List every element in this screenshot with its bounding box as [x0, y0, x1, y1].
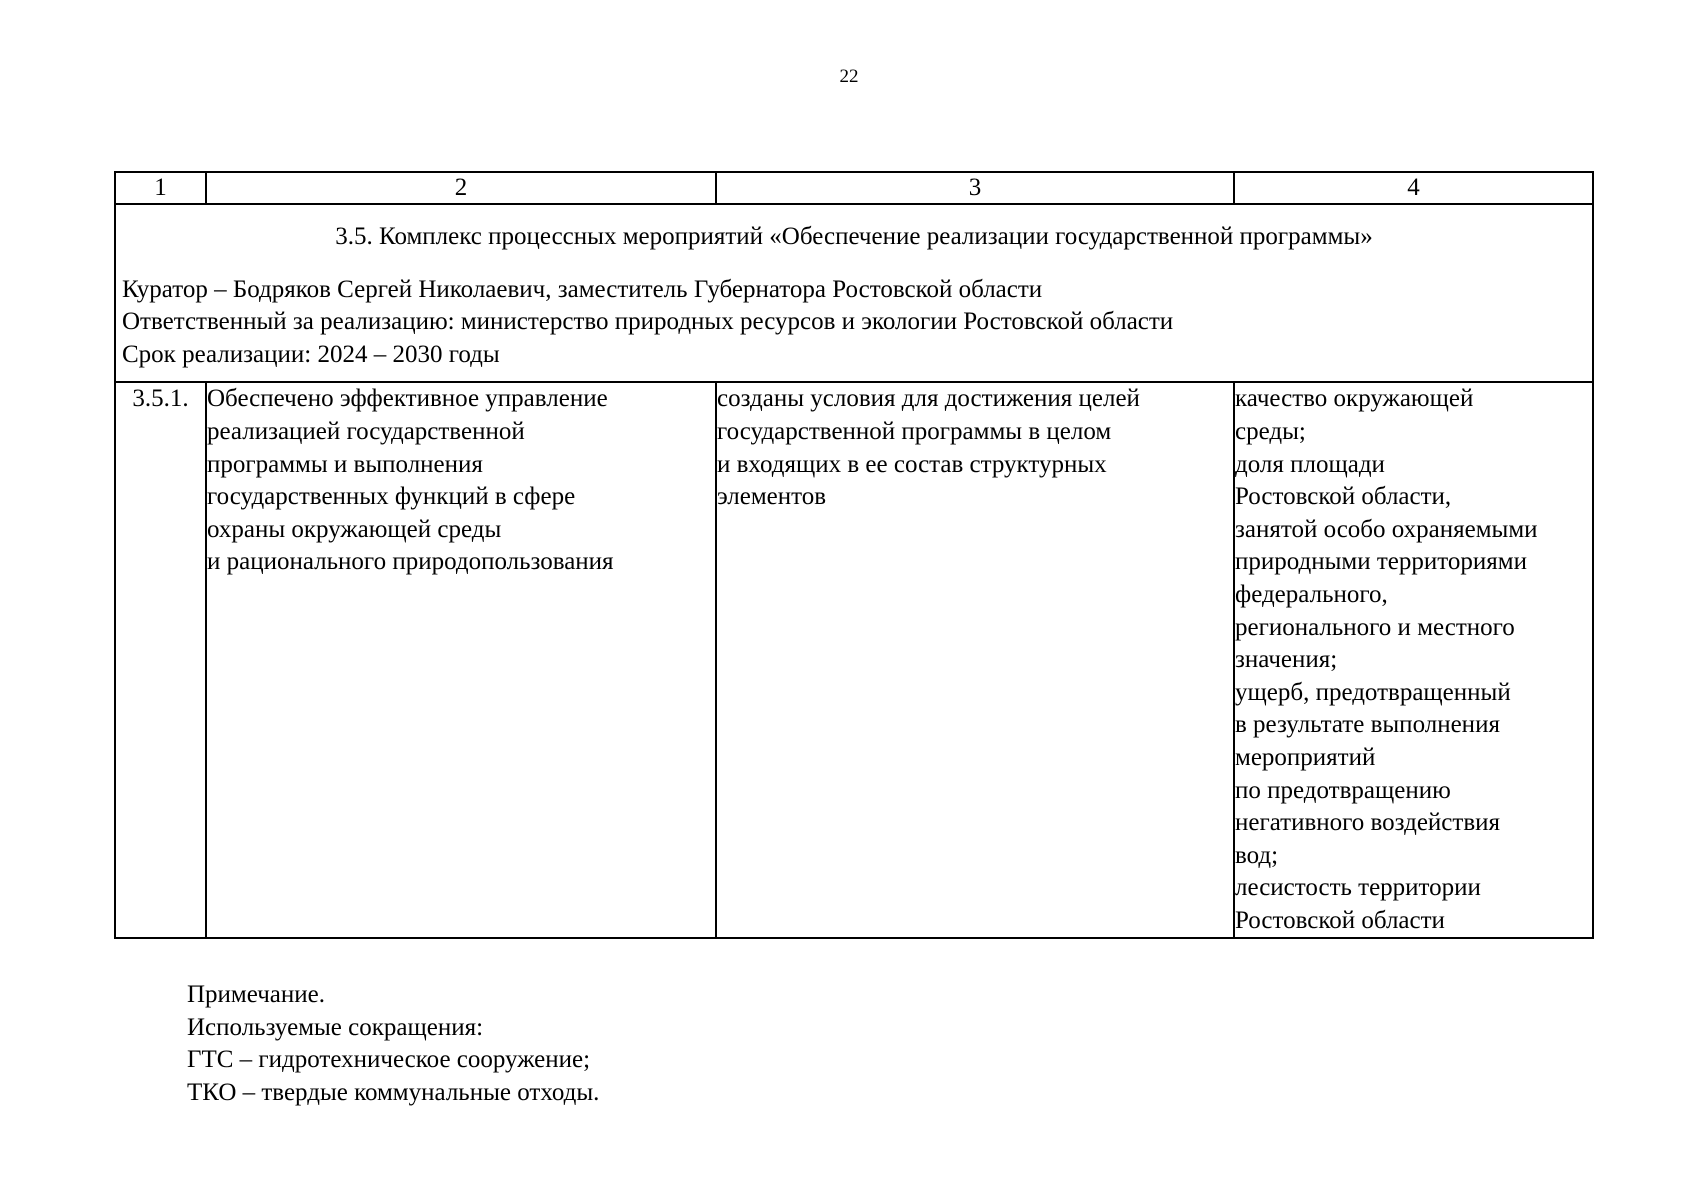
indicator-line: негативного воздействия — [1235, 809, 1501, 837]
section-curator: Куратор – Бодряков Сергей Николаевич, заместитель Губернатора Ростовской области — [122, 275, 1043, 303]
column-number-2: 2 — [206, 172, 716, 204]
column-number-3: 3 — [716, 172, 1234, 204]
task-cell — [206, 382, 716, 938]
indicator-line: доля площади — [1235, 450, 1385, 478]
section-cell — [115, 204, 1593, 382]
task-line: программы и выполнения — [207, 450, 483, 478]
effect-line: созданы условия для достижения целей — [717, 385, 1140, 413]
section-responsible: Ответственный за реализацию: министерство природных ресурсов и экологии Ростовской области — [122, 308, 1174, 336]
effect-line: элементов — [717, 483, 827, 511]
task-line: охраны окружающей среды — [207, 515, 502, 543]
column-number-4: 4 — [1234, 172, 1593, 204]
indicator-line: Ростовской области — [1235, 906, 1445, 934]
note-abbreviations-title: Используемые сокращения: — [187, 1013, 484, 1041]
indicator-line: лесистость территории — [1235, 874, 1481, 902]
indicator-line: вод; — [1235, 841, 1279, 869]
indicators-cell — [1234, 382, 1593, 938]
table-header-row — [115, 172, 1593, 204]
column-number-1: 1 — [115, 172, 206, 204]
indicator-line: федерального, — [1235, 580, 1388, 608]
indicator-line: Ростовской области, — [1235, 483, 1452, 511]
task-line: государственных функций в сфере — [207, 483, 576, 511]
indicator-line: в результате выполнения — [1235, 711, 1500, 739]
indicator-line: природными территориями — [1235, 548, 1527, 576]
note-abbreviation: ТКО – твердые коммунальные отходы. — [187, 1078, 600, 1106]
effect-cell — [716, 382, 1234, 938]
measures-table — [114, 171, 1594, 939]
effect-line: государственной программы в целом — [717, 417, 1112, 445]
indicator-line: значения; — [1235, 646, 1338, 674]
indicator-line: мероприятий — [1235, 743, 1376, 771]
section-title: 3.5. Комплекс процессных мероприятий «Обеспечение реализации государственной программы» — [335, 223, 1373, 250]
indicator-line: качество окружающей — [1235, 385, 1474, 413]
section-period: Срок реализации: 2024 – 2030 годы — [122, 340, 500, 368]
note-heading: Примечание. — [187, 981, 326, 1008]
row-number: 3.5.1. — [115, 382, 206, 938]
task-line: реализацией государственной — [207, 417, 525, 445]
indicator-line: ущерб, предотвращенный — [1235, 678, 1511, 706]
indicator-line: по предотвращению — [1235, 776, 1451, 804]
indicator-line: занятой особо охраняемыми — [1235, 515, 1538, 543]
notes-block — [187, 979, 599, 1109]
indicator-line: регионального и местного — [1235, 613, 1515, 641]
task-line: Обеспечено эффективное управление — [207, 385, 608, 413]
section-row — [115, 204, 1593, 382]
effect-line: и входящих в ее состав структурных — [717, 450, 1107, 478]
page-number: 22 — [839, 66, 859, 87]
table-row — [115, 382, 1593, 938]
indicator-line: среды; — [1235, 417, 1306, 445]
task-line: и рационального природопользования — [207, 548, 614, 576]
note-abbreviation: ГТС – гидротехническое сооружение; — [187, 1046, 591, 1074]
